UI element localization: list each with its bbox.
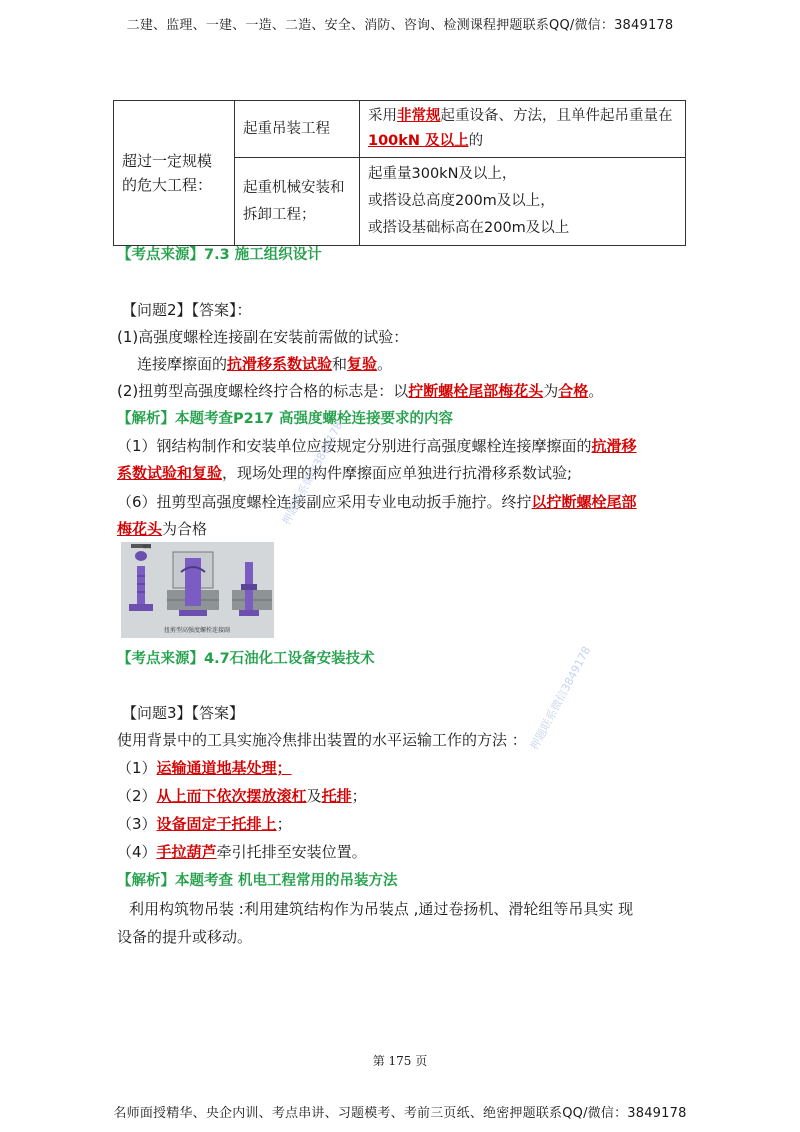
q2-line-1: (1)高强度螺栓连接副在安装前需做的试验：: [117, 328, 409, 346]
source-note-2: 【考点来源】4.7石油化工设备安装技术: [117, 651, 375, 667]
page-header: 二建、监理、一建、一造、二造、安全、消防、咨询、检测课程押题联系QQ/微信：3849178: [126, 18, 674, 33]
q3-intro: 使用背景中的工具实施冷焦排出装置的水平运输工作的方法 ：: [117, 731, 527, 749]
q3-item-1: （1）运输通道地基处理；: [117, 759, 292, 777]
q3-item-3: （3）设备固定于托排上；: [117, 815, 292, 833]
q3-item-2: （2）从上而下依次摆放滚杠及托排；: [117, 787, 367, 805]
page-number: 第 175 页: [372, 1054, 428, 1068]
bolt-tip-icon: [135, 551, 147, 561]
q3-title: 【问题3】【答案】: [122, 704, 245, 722]
table-desc-crane-install: 起重量300kN及以上， 或搭设总高度200m及以上， 或搭设基础标高在200m及以上: [360, 158, 686, 246]
page-footer: 名师面授精华、央企内训、考点串讲、习题模考、考前三页纸、绝密押题联系QQ/微信：3849178: [113, 1106, 687, 1121]
table-category-cell: 超过一定规模的危大工程：: [114, 101, 235, 246]
q2-line-3: (2)扭剪型高强度螺栓终拧合格的标志是：以拧断螺栓尾部梅花头为合格。: [117, 382, 604, 400]
q3-analysis: 【解析】本题考查 机电工程常用的吊装方法: [117, 873, 398, 889]
highlight-unconventional: 非常规: [397, 108, 441, 124]
q2-para-1-line-1: （1）钢结构制作和安装单位应按规定分别进行高强度螺栓连接摩擦面的抗滑移: [117, 437, 637, 455]
q2-para-1-line-2: 系数试验和复验，现场处理的构件摩擦面应单独进行抗滑移系数试验;: [117, 464, 573, 482]
figure-caption: 扭剪型高强度螺栓连接副: [163, 627, 231, 634]
q3-para-line-1: 利用构筑物吊装 :利用建筑结构作为吊装点 ,通过卷扬机、滑轮组等吊具实 现: [129, 900, 634, 918]
watermark-2: 押题联系微信3849178: [527, 644, 594, 753]
table-item-lifting: 起重吊装工程: [235, 101, 360, 158]
q3-item-4: （4）手拉葫芦牵引托排至安装位置。: [117, 843, 367, 861]
q2-analysis: 【解析】本题考查P217 高强度螺栓连接要求的内容: [117, 411, 453, 427]
watermark-1: 押题联系微信3849178: [279, 419, 346, 528]
bolt-figure: [121, 542, 274, 638]
source-note-1: 【考点来源】7.3 施工组织设计: [117, 247, 322, 263]
table-item-crane-install: 起重机械安装和拆卸工程；: [235, 158, 360, 246]
figure-label: 螺栓: [143, 544, 151, 549]
q3-para-line-2: 设备的提升或移动。: [117, 928, 253, 946]
highlight-100kn: 100kN 及以上: [368, 133, 469, 149]
risk-table: [113, 100, 686, 246]
q2-title: 【问题2】【答案】：: [122, 301, 252, 319]
table-desc-lifting: 采用非常规起重设备、方法，且单件起吊重量在 100kN 及以上的: [360, 101, 686, 158]
q2-line-2: 连接摩擦面的抗滑移系数试验和复验。: [137, 355, 393, 373]
q2-para-2-line-2: 梅花头为合格: [117, 520, 208, 538]
bolt-illustration: [121, 542, 274, 638]
q2-para-2-line-1: （6）扭剪型高强度螺栓连接副应采用专业电动扳手施拧。终拧以拧断螺栓尾部: [117, 493, 637, 511]
